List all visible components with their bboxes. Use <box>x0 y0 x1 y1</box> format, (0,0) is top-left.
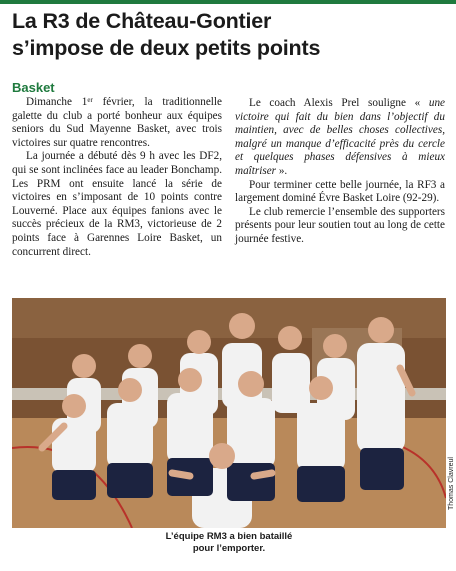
paragraph-1-start: Dimanche 1 <box>26 96 88 108</box>
paragraph-2: La journée a débuté dès 9 h avec les DF2, qui se sont inclinées face au leader Bonchamp. Les PRM ont ensuite lancé la série de victoires en s’imposant de 10 points contre Louverné. Place aux équipes fanions avec le succès précieux de la RM3, victorieuse de 2 points face à Garennes Loire Basket, un concurrent direct. <box>12 150 222 258</box>
paragraph-1 <box>12 96 222 150</box>
coach-quote: une victoire qui fait du bien dans l’objectif du maintien, avec de belles choses collectives, malgré un manque d’efficacité près du cercle et quelques phases défensives à mieux maîtriser <box>235 97 445 177</box>
article-column-left <box>12 96 222 259</box>
caption-line-1: L’équipe RM3 a bien bataillé <box>165 531 293 542</box>
quote-end: ». <box>276 164 288 177</box>
photo-caption <box>12 531 446 555</box>
ordinal-suffix: er <box>87 96 93 104</box>
paragraph-4: Pour terminer cette belle journée, la RF3 a largement dominé Évre Basket Loire (92-29). <box>235 178 445 205</box>
paragraph-5: Le club remercie l’ensemble des supporters présents pour leur soutien tout au long de cette journée festive. <box>235 205 445 245</box>
article-headline <box>12 8 448 62</box>
article-column-right <box>235 97 445 247</box>
team-photo <box>12 298 446 528</box>
team-photo-illustration <box>12 298 446 528</box>
article-rubric: Basket <box>12 80 55 95</box>
paragraph-1-rest: février, la traditionnelle galette du club a porté bonheur aux équipes seniors du Sud Mayenne Basket, avec trois victoires sur quatre rencontres. <box>12 96 222 149</box>
paragraph-3 <box>235 97 445 179</box>
headline-line-1: La R3 de Château-Gontier <box>12 9 272 33</box>
caption-line-2: pour l’emporter. <box>192 543 266 554</box>
headline-line-2: s’impose de deux petits points <box>12 36 321 60</box>
section-color-bar <box>0 0 456 4</box>
quote-intro: Le coach Alexis Prel souligne « <box>249 97 429 109</box>
photo-credit: Thomas Clavreul <box>448 457 455 510</box>
